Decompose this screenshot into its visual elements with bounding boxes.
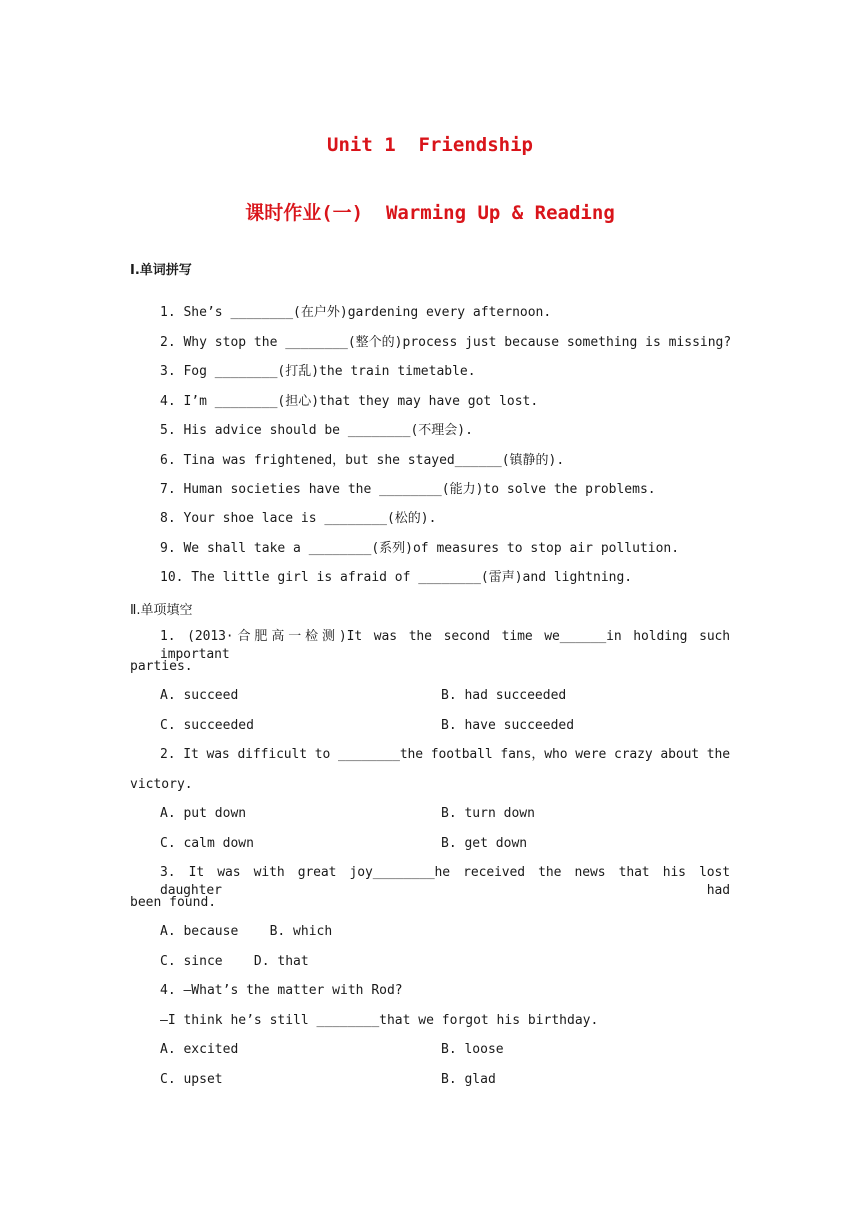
- unit-title: Unit 1 Friendship: [327, 134, 533, 156]
- spelling-item-2: 2. Why stop the ________(整个的)process just because something is missing?: [160, 335, 732, 350]
- question-2-option-a: A. put down: [160, 806, 247, 821]
- spelling-item-4: 4. I’m ________(担心)that they may have got lost.: [160, 394, 539, 409]
- question-2-line-2: victory.: [130, 777, 193, 792]
- question-4-line-2: —I think he’s still ________that we forgot his birthday.: [160, 1013, 599, 1028]
- section-heading-multiple-choice: Ⅱ.单项填空: [130, 603, 193, 618]
- question-3-line-2: been found.: [130, 895, 217, 910]
- question-1-option-c: C. succeeded: [160, 718, 254, 733]
- question-2-option-d: B. get down: [441, 836, 528, 851]
- question-4-option-c: C. upset: [160, 1072, 223, 1087]
- spelling-item-3: 3. Fog ________(打乱)the train timetable.: [160, 364, 476, 379]
- question-4-option-d: B. glad: [441, 1072, 496, 1087]
- question-4-option-b: B. loose: [441, 1042, 504, 1057]
- question-4-option-a: A. excited: [160, 1042, 239, 1057]
- spelling-item-7: 7. Human societies have the ________(能力)to solve the problems.: [160, 482, 656, 497]
- question-2-option-c: C. calm down: [160, 836, 254, 851]
- question-1-line-2: parties.: [130, 659, 193, 674]
- spelling-item-8: 8. Your shoe lace is ________(松的).: [160, 511, 437, 526]
- spelling-item-5: 5. His advice should be ________(不理会).: [160, 423, 473, 438]
- question-1-option-d: B. have succeeded: [441, 718, 575, 733]
- question-3-options-row-2: C. since D. that: [160, 954, 309, 969]
- question-1-line-1: 1. (2013·合肥高一检测)It was the second time we______in holding such important: [160, 629, 730, 662]
- spelling-item-10: 10. The little girl is afraid of ________(雷声)and lightning.: [160, 570, 633, 585]
- question-4-line-1: 4. —What’s the matter with Rod?: [160, 983, 403, 998]
- spelling-item-6: 6. Tina was frightened，but she stayed______(镇静的).: [160, 453, 565, 468]
- question-2-line-1: 2. It was difficult to ________the football fans，who were crazy about the: [160, 747, 730, 762]
- lesson-title: 课时作业(一) Warming Up & Reading: [245, 202, 615, 224]
- spelling-item-1: 1. She’s ________(在户外)gardening every afternoon.: [160, 305, 552, 320]
- spelling-item-9: 9. We shall take a ________(系列)of measures to stop air pollution.: [160, 541, 680, 556]
- question-1-option-a: A. succeed: [160, 688, 239, 703]
- question-3-options-row-1: A. because B. which: [160, 924, 333, 939]
- section-heading-spelling: Ⅰ.单词拼写: [130, 263, 192, 278]
- question-3-line-1: 3. It was with great joy________he received the news that his lost daughter had: [160, 865, 730, 898]
- question-1-option-b: B. had succeeded: [441, 688, 567, 703]
- question-2-option-b: B. turn down: [441, 806, 535, 821]
